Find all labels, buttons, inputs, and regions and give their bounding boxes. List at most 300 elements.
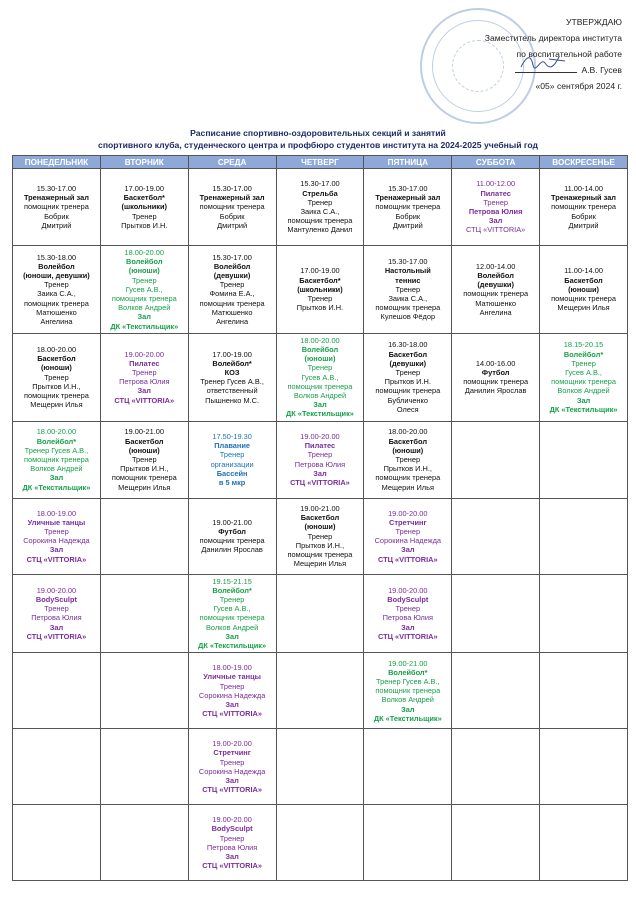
session-detail: Матюшенко — [211, 307, 253, 317]
session-detail: помощник тренера — [551, 202, 616, 212]
session-detail: Гусев А.В., — [125, 284, 163, 294]
session-activity: Пилатес — [480, 188, 511, 198]
session-detail: теннис — [395, 275, 421, 285]
empty-schedule-cell — [540, 498, 628, 574]
session-activity: Баскетбол* — [299, 275, 341, 285]
day-header: СУББОТА — [452, 156, 540, 169]
title-line-1: Расписание спортивно-оздоровительных секций и занятий — [190, 128, 446, 138]
session-detail: помощник тренера — [23, 298, 89, 308]
session-detail: (юноши) — [304, 522, 336, 532]
session-detail: Зал — [225, 699, 239, 709]
session-detail: Прытков И.Н., — [32, 381, 81, 391]
session-detail: Бубличенко — [387, 395, 428, 405]
session-activity: Баскетбол — [388, 349, 428, 359]
schedule-cell — [13, 574, 101, 653]
session-activity: Волейбол* — [388, 667, 428, 677]
empty-schedule-cell — [13, 729, 101, 805]
session-detail: Бобрик — [219, 211, 245, 221]
schedule-cell — [100, 246, 188, 334]
session-detail: Матюшенко — [475, 298, 516, 308]
session-detail: помощник тренера — [199, 613, 265, 623]
session-detail: Тренер — [307, 363, 333, 373]
session-detail: СТЦ «VITTORIA» — [202, 709, 262, 719]
schedule-cell — [364, 333, 452, 421]
session-detail: Зал — [137, 312, 151, 322]
session-time: 11.00-14.00 — [564, 183, 603, 193]
session-detail: СТЦ «VITTORIA» — [377, 631, 438, 641]
session-time: 11.00-12.00 — [476, 179, 516, 189]
session-detail: Тренер — [44, 372, 69, 382]
session-detail: Бобрик — [395, 211, 421, 221]
empty-schedule-cell — [364, 729, 452, 805]
session-activity: Пилатес — [304, 441, 336, 451]
session-detail: Дмитрий — [392, 220, 423, 230]
session-time: 18.00-19.00 — [36, 508, 77, 518]
document-title — [0, 127, 636, 151]
session-detail: Зал — [49, 622, 64, 632]
session-detail: помощник тренера — [23, 391, 89, 401]
session-detail: помощник тренера — [111, 473, 177, 483]
session-detail: в 5 мкр — [218, 478, 246, 488]
session-time: 18.00-20.00 — [124, 248, 164, 257]
schedule-row — [13, 333, 628, 421]
schedule-cell — [452, 333, 540, 421]
session-detail: ДК «Текстильщик» — [110, 321, 179, 331]
session-activity: Баскетбол — [300, 513, 340, 523]
empty-schedule-cell — [452, 498, 540, 574]
session-detail: ДК «Текстильщик» — [198, 641, 267, 651]
session-detail: ответственный — [206, 386, 258, 396]
approval-position-2: по воспитательной работе — [516, 49, 622, 59]
schedule-table — [12, 155, 628, 881]
session-detail: помощник тренера — [23, 455, 89, 465]
session-detail: Данилин Ярослав — [201, 545, 263, 555]
session-detail: Тренер — [131, 368, 157, 378]
empty-schedule-cell — [452, 729, 540, 805]
session-detail: СТЦ «VITTORIA» — [377, 554, 438, 564]
day-header: ПЯТНИЦА — [364, 156, 452, 169]
session-time: 16.30-18.00 — [388, 340, 428, 350]
session-detail: Тренер — [571, 358, 596, 368]
session-detail: СТЦ «VITTORIA» — [202, 861, 262, 871]
session-detail: помощник тренера — [375, 386, 441, 396]
session-activity: Тренажерный зал — [551, 193, 616, 203]
session-time: 17.00-19.00 — [300, 266, 340, 276]
signature — [515, 63, 577, 73]
session-detail: помощник тренера — [463, 377, 529, 387]
schedule-row — [13, 574, 628, 653]
session-detail: Прытков И.Н. — [296, 303, 344, 313]
session-activity: Волейбол* — [36, 436, 77, 446]
session-detail: Тренер Гусев А.В., — [24, 445, 89, 455]
schedule-cell — [276, 421, 364, 498]
empty-schedule-cell — [100, 729, 188, 805]
session-activity: Футбол — [218, 526, 246, 536]
session-detail: КОЗ — [224, 368, 240, 378]
session-detail: Волков Андрей — [205, 622, 259, 632]
session-detail: Дмитрий — [568, 220, 599, 230]
session-time: 19.00-20.00 — [212, 815, 252, 825]
session-detail: Петрова Юлия — [468, 207, 523, 216]
schedule-cell — [100, 421, 188, 498]
session-detail: Дмитрий — [41, 220, 72, 230]
session-activity: Уличные танцы — [27, 517, 86, 527]
session-detail: Данилин Ярослав — [464, 386, 527, 396]
session-time: 15.30-17.00 — [36, 183, 77, 193]
session-detail: Зал — [137, 386, 151, 396]
session-detail: Тренер Гусев А.В., — [375, 676, 440, 686]
session-time: 15.30-17.00 — [212, 183, 252, 193]
session-detail: Тренер — [395, 368, 421, 378]
schedule-cell — [13, 333, 101, 421]
schedule-cell — [13, 421, 101, 498]
schedule-cell — [540, 246, 628, 334]
session-activity: Волейбол* — [212, 358, 252, 368]
session-time: 18.00-20.00 — [36, 427, 77, 437]
session-time: 15.30-17.00 — [300, 179, 340, 189]
session-time: 19.00-20.00 — [124, 349, 164, 359]
session-time: 11.00-14.00 — [564, 266, 603, 276]
session-detail: Волков Андрей — [30, 464, 83, 474]
session-detail: Зал — [49, 545, 64, 555]
empty-schedule-cell — [276, 729, 364, 805]
session-detail: (юноши) — [40, 363, 72, 373]
session-detail: Тренер — [307, 450, 333, 460]
schedule-cell — [540, 169, 628, 246]
session-time: 19.00-20.00 — [36, 585, 77, 595]
session-activity: Тренажерный зал — [375, 193, 441, 203]
session-detail: помощник тренера Волков Андрей — [111, 294, 177, 313]
session-detail: Тренер — [131, 211, 157, 221]
session-activity: Волейбол — [301, 345, 339, 355]
session-time: 18.00-20.00 — [300, 335, 340, 345]
session-detail: ДК «Текстильщик» — [286, 409, 354, 419]
session-detail: Мещерин Илья — [557, 303, 610, 313]
session-detail: помощник тренера — [375, 473, 441, 483]
session-detail: Волков Андрей — [557, 386, 610, 396]
session-detail: Бобрик — [571, 211, 596, 221]
session-detail: Матюшенко — [36, 307, 77, 317]
session-detail: помощник тренера — [375, 303, 441, 313]
session-detail: (девушки) — [477, 280, 514, 290]
session-detail: (девушки) — [389, 358, 427, 368]
session-detail: Тренер — [219, 450, 245, 460]
session-detail: (девушки) — [213, 271, 251, 280]
session-activity: Баскетбол — [388, 436, 428, 446]
session-time: 18.00-19.00 — [212, 663, 252, 673]
session-detail: Заика С.А., — [37, 289, 76, 299]
schedule-cell — [13, 498, 101, 574]
session-detail: помощник тренера — [551, 294, 616, 304]
session-activity: Стретчинг — [389, 517, 427, 527]
empty-schedule-cell — [540, 574, 628, 653]
session-detail: Петрова Юлия — [382, 613, 433, 623]
session-detail: Зал — [49, 473, 64, 483]
empty-schedule-cell — [276, 574, 364, 653]
session-detail: Тренер — [307, 294, 333, 304]
session-activity: Баскетбол — [564, 275, 603, 285]
schedule-cell — [364, 653, 452, 729]
session-detail: Гусев А.В., — [301, 372, 339, 382]
session-time: 15.30-17.00 — [388, 183, 428, 193]
session-detail: Зал — [576, 395, 591, 405]
session-detail: организации — [210, 459, 254, 469]
session-detail: Тренер — [307, 197, 333, 207]
session-detail: Петрова Юлия — [31, 613, 82, 623]
session-time: 17.00-19.00 — [124, 183, 164, 193]
session-detail: Ангелина — [479, 307, 512, 317]
schedule-cell — [188, 729, 276, 805]
schedule-row — [13, 169, 628, 246]
session-detail: помощник тренера — [287, 216, 353, 226]
session-detail: Зал — [401, 545, 415, 555]
schedule-cell — [364, 574, 452, 653]
session-activity: Тренажерный зал — [23, 193, 89, 203]
session-activity: Уличные танцы — [203, 672, 261, 682]
session-detail: Бобрик — [44, 211, 69, 221]
session-detail: СТЦ «VITTORIA» — [26, 631, 87, 641]
session-detail: Кулешов Фёдор — [380, 312, 436, 322]
session-detail: (юноши) — [128, 266, 160, 276]
empty-schedule-cell — [13, 805, 101, 881]
session-detail: ДК «Текстильщик» — [22, 482, 91, 492]
session-time: 17.50-19.30 — [212, 432, 252, 442]
schedule-cell — [188, 653, 276, 729]
session-detail: Зал — [225, 775, 239, 785]
session-detail: Тренер — [44, 526, 69, 536]
empty-schedule-cell — [364, 805, 452, 881]
session-detail: Тренер — [44, 280, 69, 290]
session-detail: Сорокина Надежда — [374, 536, 442, 546]
session-activity: Тренажерный зал — [199, 193, 265, 203]
session-time: 15.30-18.00 — [36, 252, 77, 262]
session-time: 19.00-20.00 — [212, 739, 252, 749]
day-header: ЧЕТВЕРГ — [276, 156, 364, 169]
schedule-cell — [452, 246, 540, 334]
session-detail: Зал — [313, 468, 327, 478]
title-line-2: спортивного клуба, студенческого центра и профбюро студентов института на 2024-2025 учебный год — [98, 140, 538, 150]
session-detail: помощник тренера — [199, 536, 265, 546]
session-activity: Баскетбол — [37, 354, 76, 364]
schedule-cell — [188, 246, 276, 334]
session-detail: Тренер — [131, 275, 157, 285]
session-detail: Тренер Гусев А.В., — [200, 377, 264, 387]
session-detail: Тренер — [219, 280, 245, 290]
session-detail: ДК «Текстильщик» — [549, 404, 618, 414]
session-activity: Пилатес — [129, 358, 160, 368]
session-detail: помощник тренера Волков Андрей — [287, 381, 353, 401]
session-detail: Мещерин Илья — [293, 559, 347, 569]
schedule-row — [13, 246, 628, 334]
session-activity: Стретчинг — [213, 748, 251, 758]
session-activity: BodySculpt — [35, 595, 77, 605]
session-detail: помощник тренера — [463, 289, 529, 299]
session-activity: Волейбол* — [212, 585, 252, 595]
session-detail: помощник тренера — [199, 298, 265, 308]
session-activity: Стрельба — [302, 188, 338, 198]
session-detail: Сорокина Надежда — [198, 690, 266, 700]
schedule-cell — [188, 498, 276, 574]
session-detail: Ангелина — [216, 317, 249, 327]
session-detail: Тренер — [395, 604, 421, 614]
day-header: ВОСКРЕСЕНЬЕ — [540, 156, 628, 169]
schedule-cell — [188, 805, 276, 881]
session-detail: Сорокина Надежда — [23, 536, 90, 546]
session-detail: (юноши) — [392, 445, 424, 455]
session-time: 18.15-20.15 — [563, 340, 604, 350]
schedule-cell — [276, 498, 364, 574]
session-detail: Дмитрий — [217, 220, 248, 230]
session-detail: Зал — [225, 851, 239, 861]
session-time: 19.00-21.00 — [300, 503, 340, 513]
session-detail: помощник тренера — [375, 202, 441, 212]
empty-schedule-cell — [452, 421, 540, 498]
session-time: 18.00-20.00 — [36, 345, 77, 355]
session-detail: Мещерин Илья — [381, 482, 434, 492]
session-detail: Гусев А.В., — [565, 368, 602, 378]
session-detail: Прытков И.Н., — [383, 464, 432, 474]
session-detail: СТЦ «VITTORIA» — [114, 395, 175, 405]
schedule-cell — [100, 169, 188, 246]
session-detail: Тренер — [395, 284, 421, 294]
session-detail: СТЦ «VITTORIA» — [202, 785, 262, 795]
session-detail: Тренер — [131, 455, 157, 465]
session-time: 19.00-20.00 — [388, 585, 428, 595]
empty-schedule-cell — [452, 805, 540, 881]
session-detail: Мещерин Илья — [30, 400, 83, 410]
session-time: 19.15-21.15 — [212, 576, 252, 586]
session-detail: (юноши) — [128, 445, 160, 455]
session-activity: Футбол — [481, 368, 510, 378]
schedule-cell — [364, 169, 452, 246]
session-detail: Мантуленко Данил — [287, 225, 353, 235]
session-detail: помощник тренера — [551, 377, 616, 387]
session-detail: Зал — [225, 631, 239, 641]
schedule-header-row — [13, 156, 628, 169]
session-activity: Волейбол* — [563, 349, 604, 359]
session-detail: помощник тренера — [199, 202, 265, 212]
session-activity: Настольный — [384, 266, 431, 276]
empty-schedule-cell — [540, 653, 628, 729]
session-detail: (юноши) — [304, 354, 336, 364]
session-detail: Мещерин Илья — [118, 482, 171, 492]
schedule-cell — [188, 574, 276, 653]
schedule-cell — [364, 246, 452, 334]
session-detail: Прытков И.Н. — [384, 377, 431, 387]
approval-position: Заместитель директора института — [484, 33, 622, 43]
schedule-cell — [364, 498, 452, 574]
empty-schedule-cell — [100, 498, 188, 574]
schedule-cell — [540, 333, 628, 421]
session-detail: Тренер — [219, 757, 245, 767]
empty-schedule-cell — [540, 729, 628, 805]
session-detail: Ангелина — [40, 317, 73, 327]
session-detail: Олеся — [396, 404, 419, 414]
session-time: 19.00-21.00 — [212, 517, 252, 527]
session-detail: (юноши, девушки) — [23, 271, 90, 280]
approval-block — [392, 14, 622, 94]
session-detail: Зал — [401, 704, 415, 714]
session-detail: Тренер — [44, 604, 69, 614]
session-time: 18.00-20.00 — [388, 427, 428, 437]
schedule-row — [13, 805, 628, 881]
session-detail: ДК «Текстильщик» — [373, 713, 442, 723]
session-detail: Волков Андрей — [381, 695, 434, 705]
session-detail: Зал — [401, 622, 415, 632]
schedule-cell — [452, 169, 540, 246]
day-header: ПОНЕДЕЛЬНИК — [13, 156, 101, 169]
empty-schedule-cell — [452, 574, 540, 653]
session-detail: Гусев А.В., — [213, 604, 251, 614]
session-time: 19.00-21.00 — [124, 427, 164, 437]
session-activity: Баскетбол — [125, 436, 164, 446]
session-detail: Прытков И.Н. — [121, 220, 168, 230]
approval-date: «05» сентября 2024 г. — [535, 81, 622, 91]
session-detail: помощник тренера — [287, 549, 353, 559]
session-activity: Волейбол — [213, 261, 251, 271]
session-time: 14.00-16.00 — [475, 358, 516, 368]
schedule-row — [13, 421, 628, 498]
session-time: 15.30-17.00 — [388, 257, 428, 267]
session-activity: Плавание — [214, 441, 250, 451]
session-detail: Петрова Юлия — [206, 842, 258, 852]
session-time: 17.00-19.00 — [212, 349, 252, 359]
session-detail: Прытков И.Н., — [120, 464, 169, 474]
empty-schedule-cell — [276, 653, 364, 729]
session-time: 15.30-17.00 — [212, 252, 252, 262]
session-activity: Волейбол — [38, 261, 75, 271]
session-detail: Сорокина Надежда — [198, 766, 266, 776]
session-detail: (юноши) — [568, 284, 599, 294]
session-detail: Зал — [313, 400, 327, 410]
schedule-row — [13, 729, 628, 805]
session-activity: Баскетбол* — [123, 193, 165, 203]
session-detail: Тренер — [219, 681, 245, 691]
session-detail: Прытков И.Н., — [295, 540, 345, 550]
schedule-cell — [364, 421, 452, 498]
session-detail: Петрова Юлия — [294, 459, 346, 469]
approval-heading: УТВЕРЖДАЮ — [566, 17, 622, 27]
approval-signer: А.В. Гусев — [581, 65, 622, 75]
session-detail: СТЦ «VITTORIA» — [465, 225, 526, 235]
empty-schedule-cell — [100, 805, 188, 881]
session-activity: Волейбол — [126, 257, 163, 267]
schedule-row — [13, 653, 628, 729]
empty-schedule-cell — [540, 421, 628, 498]
session-detail: Тренер — [395, 526, 421, 536]
empty-schedule-cell — [452, 653, 540, 729]
session-time: 19.00-20.00 — [300, 432, 340, 442]
session-detail: Заика С.А., — [300, 207, 340, 216]
session-detail: Тренер — [307, 531, 333, 541]
session-detail: СТЦ «VITTORIA» — [290, 478, 350, 488]
session-detail: Пышненко М.С. — [205, 395, 260, 405]
empty-schedule-cell — [100, 574, 188, 653]
session-detail: Тренер — [219, 595, 245, 605]
day-header: ВТОРНИК — [100, 156, 188, 169]
session-detail: Тренер — [483, 197, 508, 207]
session-detail: Фомина Е.А., — [209, 289, 255, 299]
schedule-cell — [188, 421, 276, 498]
schedule-row — [13, 498, 628, 574]
schedule-cell — [188, 169, 276, 246]
session-detail: Тренер — [219, 833, 245, 843]
session-activity: BodySculpt — [387, 595, 429, 605]
session-detail: (школьники) — [121, 202, 168, 212]
session-detail: Тренер — [395, 455, 421, 465]
empty-schedule-cell — [100, 653, 188, 729]
session-time: 19.00-20.00 — [388, 508, 428, 518]
